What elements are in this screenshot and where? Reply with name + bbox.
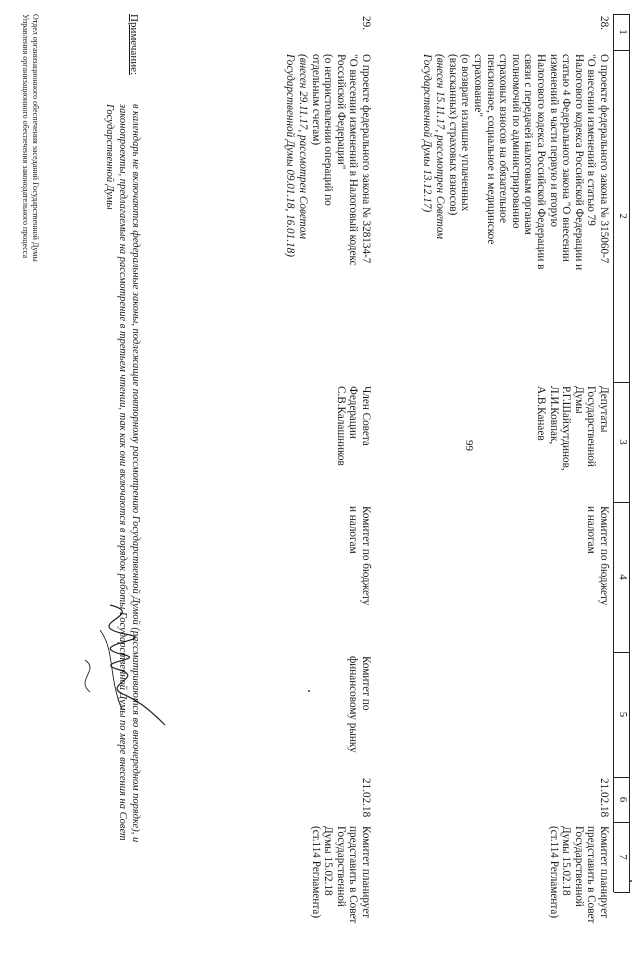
scan-speck [308, 690, 310, 692]
bill-submission-note: (внесен 15.11.17, рассмотрен Советом Государственной Думы 13.12.17) [421, 54, 446, 240]
handwritten-signature [60, 600, 170, 730]
committee-plan: Комитет планирует представить в Совет Государственной Думы 15.02.18 (ст.114 Регламента) [547, 826, 610, 924]
responsible-committee: Комитет по бюджету и налогам [585, 506, 610, 606]
header-col-7: 7 [617, 854, 629, 860]
co-executor: Комитет по финансовому рынку [347, 656, 372, 753]
header-col-5: 5 [617, 711, 629, 718]
responsible-committee: Комитет по бюджету и налогам [347, 506, 372, 606]
bill-title: О проекте федерального закона № 315060-7 "О внесении изменений в статью 79 Налогового кодекса Российской Федерации и статью 4 Федерального закона "О внесении изменений в части первую и вторую Налогового кодекса Российской Федерации в связи с передачей налоговым органам полномочий по администрированию страховых взносов на обязательное пенсионное, социальное и медицинское страхование" (о возврате излишне уплаченных (взысканных) страховых взносов) [446, 54, 610, 271]
bill-title: О проекте федерального закона № 328134-7 "О внесении изменений в Налоговый кодекс Российской Федерации" (о непристовлении операций по отдельным счетам) [309, 54, 372, 266]
table-top-border [629, 14, 630, 892]
note-label: Примечание: [128, 14, 140, 76]
footer [20, 14, 40, 262]
header-col-1: 1 [617, 29, 629, 35]
bill-authors: Депутаты Государственной Думы Р.Г.Шайхутдинов, Л.И.Ковпак, А.В.Канаев [535, 386, 610, 471]
planned-date: 21.02.18 [598, 778, 610, 818]
bill-submission-note: (внесен 29.11.17, рассмотрен Советом Государственной Думы 09.01.18, 16.01.18) [284, 54, 309, 257]
committee-plan: Комитет планирует представить в Совет Государственной Думы 15.02.18 (ст.114 Регламента) [309, 826, 372, 924]
row-number: 29. [360, 16, 372, 30]
header-col-2: 2 [617, 213, 629, 219]
scan-speck [630, 880, 632, 882]
page-number: 99 [463, 440, 475, 451]
footer-line-2: Управления организационного обеспечения законодательного процесса [21, 14, 30, 259]
header-col-3: 3 [617, 439, 629, 445]
note-text: в календарь не включаются федеральные законы, подлежащие повторному рассмотрению Государственной Думой (рассматриваются во внеочередном порядке), и законопроекты, предлагаемые на рассмотрение в третьем чтении, так как они включаются в порядок работы Государственной Думы по мере внесения на Совет Государственной Думы [104, 104, 141, 843]
row-number: 28. [598, 16, 610, 30]
header-col-6: 6 [617, 796, 629, 803]
col-sep [614, 892, 630, 893]
header-bottom-border [613, 14, 614, 892]
bill-authors: Член Совета Федерации С.В.Калашников [334, 386, 372, 466]
header-col-4: 4 [617, 574, 629, 580]
footer-line-1: Отдел организационного обеспечения заседаний Государственной Думы [31, 14, 40, 262]
planned-date: 21.02.18 [360, 778, 372, 818]
